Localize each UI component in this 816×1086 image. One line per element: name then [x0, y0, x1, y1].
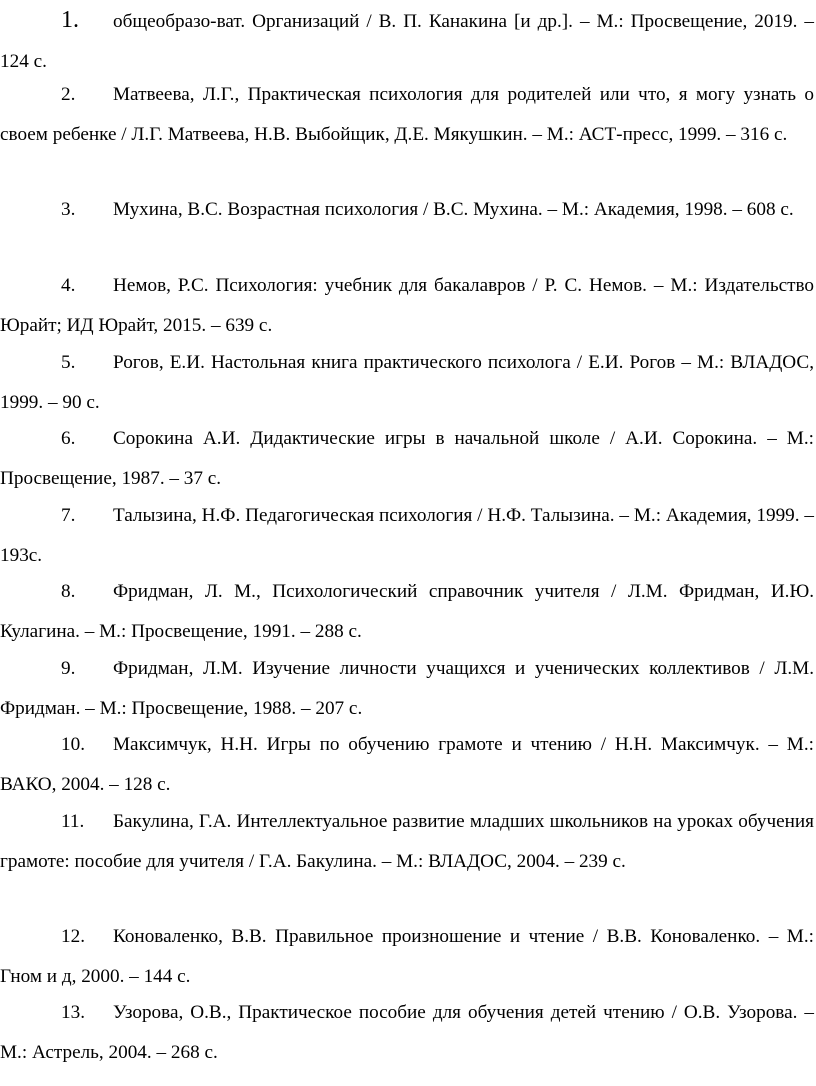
entry-number: 11. [61, 811, 85, 832]
reference-entry [0, 917, 814, 997]
entry-number: 9. [61, 658, 76, 679]
reference-entry [0, 572, 814, 652]
entry-text: Немов, Р.С. Психология: учебник для бакалавров / Р. С. Немов. – М.: Издательство Юрайт; ИД Юрайт, 2015. – 639 с. [0, 275, 814, 336]
reference-entry [0, 190, 814, 230]
entry-number: 12. [61, 926, 85, 947]
entry-number: 10. [61, 734, 85, 755]
entry-text: Сорокина А.И. Дидактические игры в начальной школе / А.И. Сорокина. – М.: Просвещение, 1987. – 37 с. [0, 428, 814, 489]
entry-text: Бакулина, Г.А. Интеллектуальное развитие младших школьников на уроках обучения грамоте: пособие для учителя / Г.А. Бакулина. – М.: ВЛАДОС, 2004. – 239 с. [0, 811, 814, 872]
reference-entry [0, 649, 814, 729]
entry-text: Талызина, Н.Ф. Педагогическая психология / Н.Ф. Талызина. – М.: Академия, 1999. – 193с. [0, 505, 814, 566]
entry-number: 2. [61, 84, 76, 105]
entry-text: Фридман, Л. М., Психологический справочник учителя / Л.М. Фридман, И.Ю. Кулагина. – М.: Просвещение, 1991. – 288 с. [0, 581, 814, 642]
reference-entry [0, 993, 814, 1073]
entry-number: 6. [61, 428, 76, 449]
entry-text: Коноваленко, В.В. Правильное произношение и чтение / В.В. Коноваленко. – М.: Гном и д, 2000. – 144 с. [0, 926, 814, 987]
entry-text: Мухина, В.С. Возрастная психология / В.С. Мухина. – М.: Академия, 1998. – 608 с. [113, 199, 794, 220]
reference-entry [0, 419, 814, 499]
entry-text: Узорова, О.В., Практическое пособие для обучения детей чтению / О.В. Узорова. – М.: Астрель, 2004. – 268 с. [0, 1002, 814, 1063]
reference-entry [0, 496, 814, 576]
entry-number: 5. [61, 352, 76, 373]
reference-entry [0, 0, 814, 82]
entry-text: Рогов, Е.И. Настольная книга практического психолога / Е.И. Рогов – М.: ВЛАДОС, 1999. – 90 с. [0, 352, 814, 413]
entry-number: 1. [61, 7, 79, 33]
reference-entry [0, 266, 814, 346]
entry-text: общеобразо-ват. Организаций / В. П. Канакина [и др.]. – М.: Просвещение, 2019. – 124 с. [0, 11, 814, 72]
entry-text: Фридман, Л.М. Изучение личности учащихся и ученических коллективов / Л.М. Фридман. – М.: Просвещение, 1988. – 207 с. [0, 658, 814, 719]
reference-entry [0, 75, 814, 155]
entry-number: 7. [61, 505, 76, 526]
entry-number: 3. [61, 199, 76, 220]
reference-entry [0, 725, 814, 805]
entry-text: Максимчук, Н.Н. Игры по обучению грамоте и чтению / Н.Н. Максимчук. – М.: ВАКО, 2004. – 128 с. [0, 734, 814, 795]
reference-entry [0, 343, 814, 423]
entry-number: 8. [61, 581, 76, 602]
entry-text: Матвеева, Л.Г., Практическая психология для родителей или что, я могу узнать о своем ребенке / Л.Г. Матвеева, Н.В. Выбойщик, Д.Е. Мякушкин. – М.: АСТ-пресс, 1999. – 316 с. [0, 84, 814, 145]
reference-entry [0, 802, 814, 882]
entry-number: 13. [61, 1002, 85, 1023]
entry-number: 4. [61, 275, 76, 296]
